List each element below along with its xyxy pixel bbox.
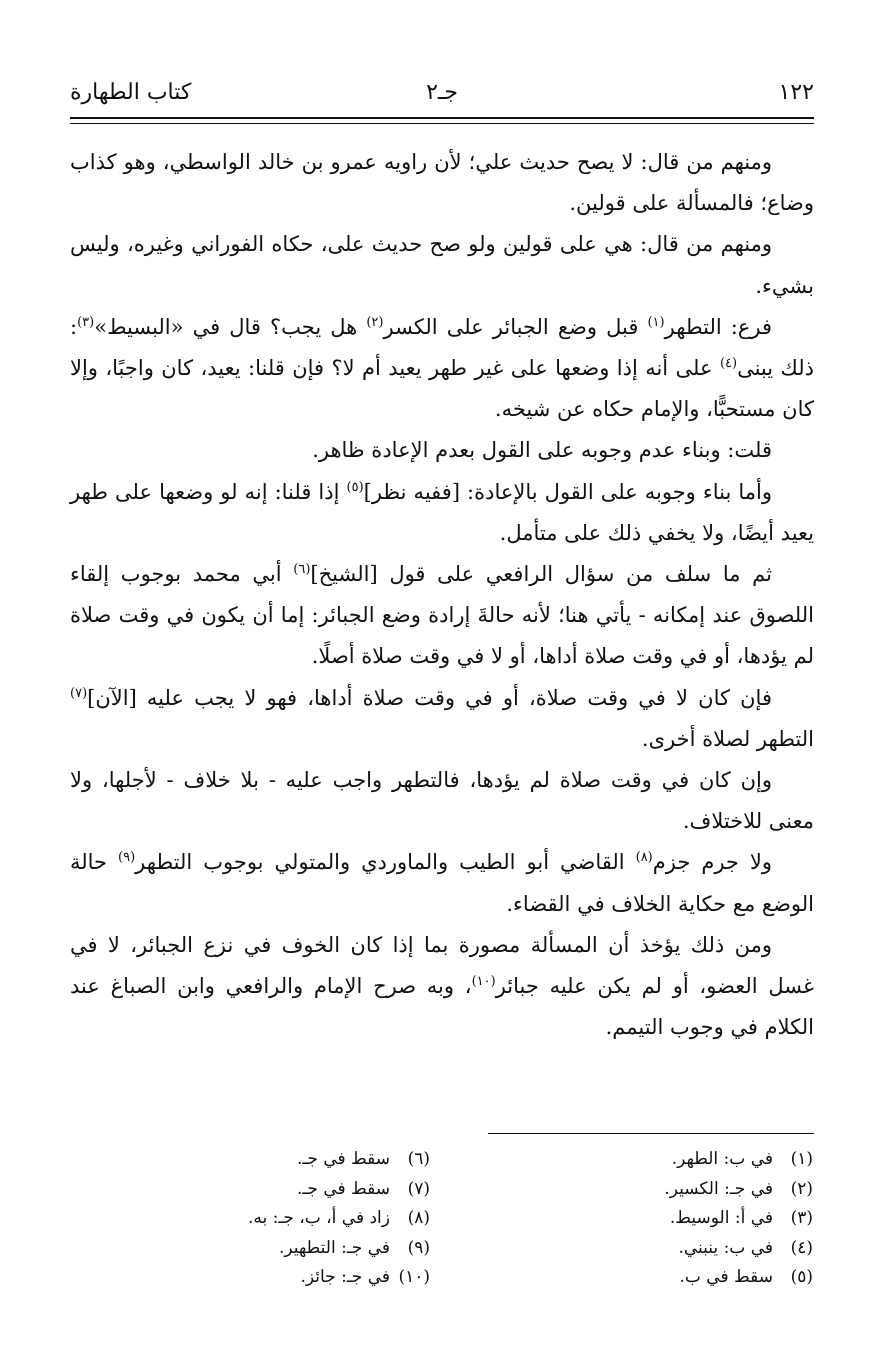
footnote-marker: (٩): [118, 850, 136, 866]
footnote: (١) في ب: الطهر.: [671, 1149, 813, 1169]
footnote-marker: (٧): [70, 685, 88, 701]
footnote-marker: (٣): [77, 314, 95, 330]
footnote: (١٠) في جـ: جائز.: [300, 1267, 430, 1287]
paragraph: ومنهم من قال: لا يصح حديث علي؛ لأن راويه عمرو بن خالد الواسطي، وهو كذاب وضاع؛ فالمسألة على قولين.: [70, 150, 814, 216]
header-rule-thin: [70, 123, 814, 124]
running-header: [70, 76, 814, 110]
volume-label: جـ٢: [426, 80, 458, 105]
paragraph: فإن كان لا في وقت صلاة، أو في وقت صلاة أداها، فهو لا يجب عليه [الآن]$^{(٧)}$ التطهر لصلاة أخرى.: [70, 685, 814, 751]
footnote: (٦) سقط في جـ.: [297, 1149, 430, 1169]
paragraph: ثم ما سلف من سؤال الرافعي على قول [الشيخ]$^{(٦)}$ أبي محمد بوجوب إلقاء اللصوق عند إمكانه - يأتي هنا؛ لأنه حالةَ إرادة وضع الجبائر: إما أن يكون في وقت صلاة لم يؤدها، أو في وقت صلاة أداها، أو لا في وقت صلاة أصلًا.: [70, 562, 814, 669]
footnote-marker: (٨): [635, 850, 653, 866]
paragraph: ومن ذلك يؤخذ أن المسألة مصورة بما إذا كان الخوف في نزع الجبائر، لا في غسل العضو، أو لم يكن عليه جبائر$^{(١٠)}$، وبه صرح الإمام والرافعي وابن الصباغ عند الكلام في وجوب التيمم.: [70, 932, 814, 1040]
footnote: (٢) في جـ: الكسير.: [664, 1178, 813, 1199]
footnote-marker: (١): [647, 314, 665, 330]
footnote-marker: (٢): [366, 314, 384, 330]
book-title: كتاب الطهارة: [70, 80, 192, 105]
paragraph: ومنهم من قال: هي على قولين ولو صح حديث على، حكاه الفوراني وغيره، وليس بشيء.: [70, 232, 814, 298]
page-number: ١٢٢: [778, 80, 814, 105]
footnote-marker: (١٠): [471, 974, 496, 990]
paragraph: فرع: التطهر$^{(١)}$ قبل وضع الجبائر على الكسر$^{(٢)}$ هل يجب؟ قال في «البسيط»$^{(٣)}$: ذلك يبنى$^{(٤)}$ على أنه إذا وضعها على غير طهر يعيد أم لا؟ فإن قلنا: يعيد، كان واجبًا، وإلا كان مستحبًّا، والإمام حكاه عن شيخه.: [70, 314, 814, 422]
footnotes-column-left: [100, 1145, 430, 1293]
paragraph: قلت: وبناء عدم وجوبه على القول بعدم الإعادة ظاهر.: [312, 438, 772, 463]
footnote: (٤) في ب: ينبني.: [678, 1237, 813, 1258]
footnote-marker: (٥): [346, 479, 364, 495]
footnote: (٧) سقط في جـ.: [297, 1178, 430, 1199]
footnote: (٨) زاد في أ، ب، جـ: به.: [248, 1208, 430, 1228]
header-rule-thick: [70, 117, 814, 119]
footnote-marker: (٦): [293, 562, 311, 578]
footnote-marker: (٤): [719, 356, 738, 372]
footnote: (٣) في أ: الوسيط.: [669, 1208, 813, 1228]
footnote: (٥) سقط في ب.: [679, 1267, 813, 1287]
paragraph: وأما بناء وجوبه على القول بالإعادة: [ففيه نظر]$^{(٥)}$ إذا قلنا: إنه لو وضعها على طهر يعيد أيضًا، ولا يخفي ذلك على متأمل.: [70, 479, 814, 545]
paragraph: وإن كان في وقت صلاة لم يؤدها، فالتطهر واجب عليه - بلا خلاف - لأجلها، ولا معنى للاختلاف.: [70, 768, 814, 834]
footnote: (٩) في جـ: التطهير.: [278, 1237, 430, 1258]
paragraph: ولا جرم جزم$^{(٨)}$ القاضي أبو الطيب والماوردي والمتولي بوجوب التطهر$^{(٩)}$ حالة الوضع مع حكاية الخلاف في القضاء.: [70, 850, 814, 916]
footnote-separator: [488, 1133, 814, 1134]
footnotes-column-right: [483, 1145, 813, 1293]
main-text: [70, 142, 814, 1048]
